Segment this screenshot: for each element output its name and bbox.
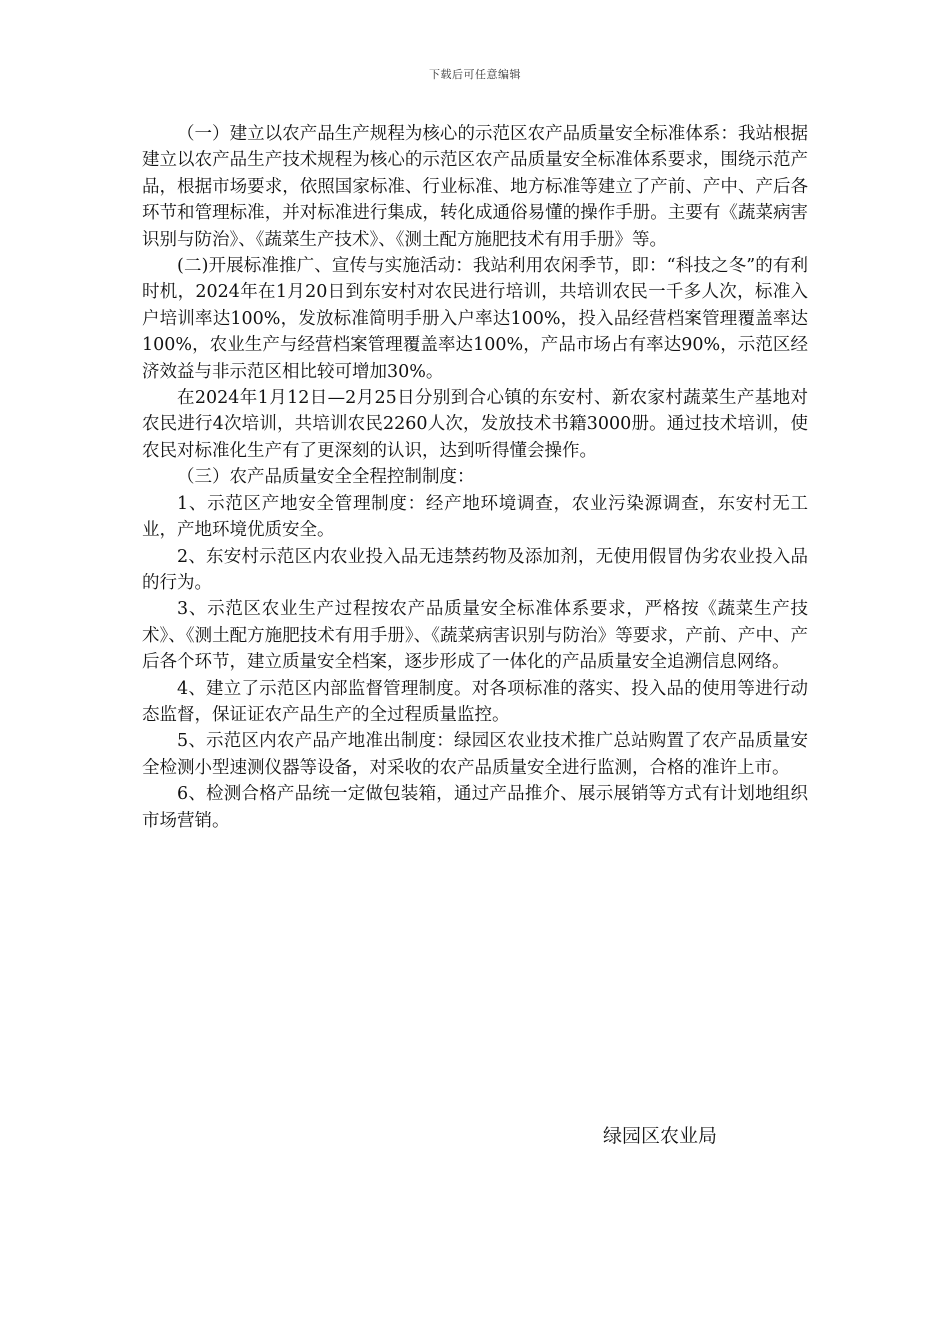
- paragraph-item-5: 5、示范区内农产品产地准出制度：绿园区农业技术推广总站购置了农产品质量安全检测小型速测仪器等设备，对采收的农产品质量安全进行监测，合格的准许上市。: [142, 731, 808, 778]
- document-body: [142, 121, 808, 834]
- paragraph-standard-promotion: (二)开展标准推广、宣传与实施活动：我站利用农闲季节，即：“科技之冬”的有利时机，2024年在1月20日到东安村对农民进行培训，共培训农民一千多人次，标准入户培训率达100%，发放标准简明手册入户率达100%，投入品经营档案管理覆盖率达100%，农业生产与经营档案管理覆盖率达100%，产品市场占有率达90%，示范区经济效益与非示范区相比较可增加30%。: [142, 256, 808, 382]
- paragraph-control-heading: （三）农产品质量安全全程控制制度：: [177, 467, 475, 488]
- page-header: 下载后可任意编辑: [429, 68, 521, 81]
- paragraph-item-4: 4、建立了示范区内部监督管理制度。对各项标准的落实、投入品的使用等进行动态监督，保证证农产品生产的全过程质量监控。: [142, 678, 808, 725]
- paragraph-standard-system: （一）建立以农产品生产规程为核心的示范区农产品质量安全标准体系：我站根据建立以农产品生产技术规程为核心的示范区农产品质量安全标准体系要求，围绕示范产品，根据市场要求，依照国家标准、行业标准、地方标准等建立了产前、产中、产后各环节和管理标准，并对标准进行集成，转化成通俗易懂的操作手册。主要有《蔬菜病害识别与防治》、《蔬菜生产技术》、《测土配方施肥技术有用手册》等。: [142, 124, 808, 250]
- paragraph-item-6: 6、检测合格产品统一定做包装箱，通过产品推介、展示展销等方式有计划地组织市场营销。: [142, 784, 808, 831]
- signature-organization: 绿园区农业局: [603, 1125, 718, 1147]
- paragraph-item-2: 2、东安村示范区内农业投入品无违禁药物及添加剂，无使用假冒伪劣农业投入品的行为。: [142, 546, 808, 593]
- paragraph-item-3: 3、示范区农业生产过程按农产品质量安全标准体系要求，严格按《蔬菜生产技术》、《测土配方施肥技术有用手册》、《蔬菜病害识别与防治》等要求，产前、产中、产后各个环节，建立质量安全档案，逐步形成了一体化的产品质量安全追溯信息网络。: [142, 599, 808, 673]
- paragraph-training: 在2024年1月12日—2月25日分别到合心镇的东安村、新农家村蔬菜生产基地对农民进行4次培训，共培训农民2260人次，发放技术书籍3000册。通过技术培训，使农民对标准化生产有了更深刻的认识，达到听得懂会操作。: [142, 388, 808, 461]
- paragraph-item-1: 1、示范区产地安全管理制度：经产地环境调查，农业污染源调查，东安村无工业，产地环境优质安全。: [142, 493, 808, 541]
